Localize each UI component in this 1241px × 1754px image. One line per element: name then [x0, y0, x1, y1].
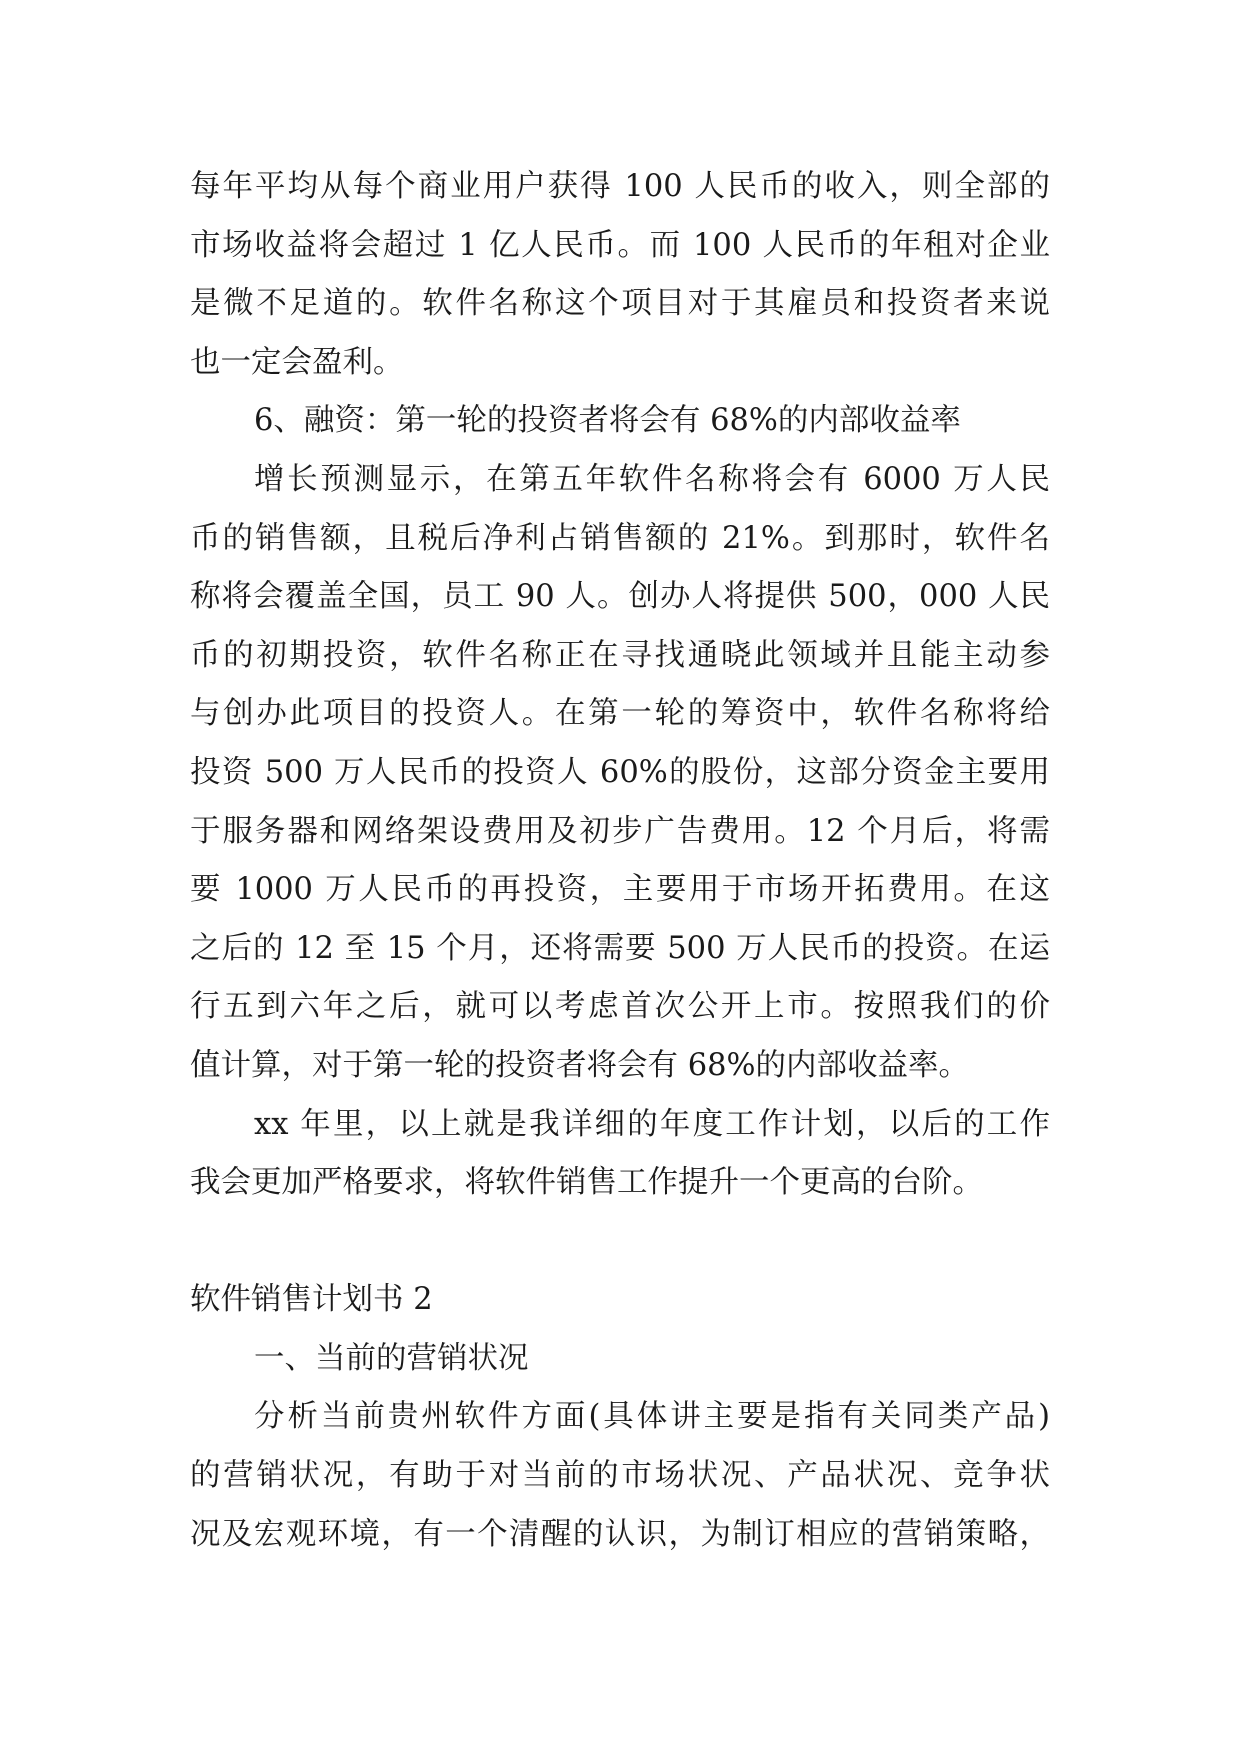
section-spacer [190, 1213, 1050, 1272]
paragraph-revenue [190, 158, 1050, 392]
text-line: 分析当前贵州软件方面(具体讲主要是指有关同类产品) [254, 1399, 1050, 1435]
text-line: 我会更加严格要求，将软件销售工作提升一个更高的台阶。 [190, 1165, 983, 1201]
text-line: 之后的 12 至 15 个月，还将需要 500 万人民币的投资。在运 [190, 930, 1050, 966]
text-line: 币的销售额，且税后净利占销售额的 21%。到那时，软件名 [190, 520, 1050, 556]
document-body [190, 158, 1050, 1564]
text-line: xx 年里，以上就是我详细的年度工作计划，以后的工作 [254, 1106, 1050, 1142]
text-line: 币的初期投资，软件名称正在寻找通晓此领域并且能主动参 [190, 637, 1050, 673]
text-line: 市场收益将会超过 1 亿人民币。而 100 人民币的年租对企业 [190, 227, 1050, 263]
text-line: 每年平均从每个商业用户获得 100 人民币的收入，则全部的 [190, 169, 1050, 204]
text-line: 况及宏观环境，有一个清醒的认识，为制订相应的营销策略， [190, 1516, 1050, 1552]
text-line: 增长预测显示，在第五年软件名称将会有 6000 万人民 [254, 461, 1050, 497]
text-line: 值计算，对于第一轮的投资者将会有 68%的内部收益率。 [190, 1047, 969, 1083]
paragraph-conclusion [190, 1096, 1050, 1213]
text-line: 于服务器和网络架设费用及初步广告费用。12 个月后，将需 [190, 813, 1050, 849]
section-title: 软件销售计划书 2 [190, 1282, 433, 1318]
heading-current-marketing: 一、当前的营销状况 [254, 1340, 529, 1376]
text-line: 与创办此项目的投资人。在第一轮的筹资中，软件名称将给 [190, 696, 1050, 732]
text-line: 的营销状况，有助于对当前的市场状况、产品状况、竞争状 [190, 1458, 1050, 1494]
text-line: 行五到六年之后，就可以考虑首次公开上市。按照我们的价 [190, 989, 1050, 1025]
text-line: 称将会覆盖全国，员工 90 人。创办人将提供 500，000 人民 [190, 579, 1050, 615]
paragraph-marketing-analysis [190, 1388, 1050, 1564]
paragraph-growth-forecast [190, 451, 1050, 1096]
text-line: 要 1000 万人民币的再投资，主要用于市场开拓费用。在这 [190, 872, 1050, 908]
text-line: 投资 500 万人民币的投资人 60%的股份，这部分资金主要用 [190, 754, 1050, 790]
text-line: 是微不足道的。软件名称这个项目对于其雇员和投资者来说 [190, 286, 1050, 322]
heading-financing: 6、融资：第一轮的投资者将会有 68%的内部收益率 [254, 403, 961, 439]
text-line: 也一定会盈利。 [190, 344, 404, 380]
